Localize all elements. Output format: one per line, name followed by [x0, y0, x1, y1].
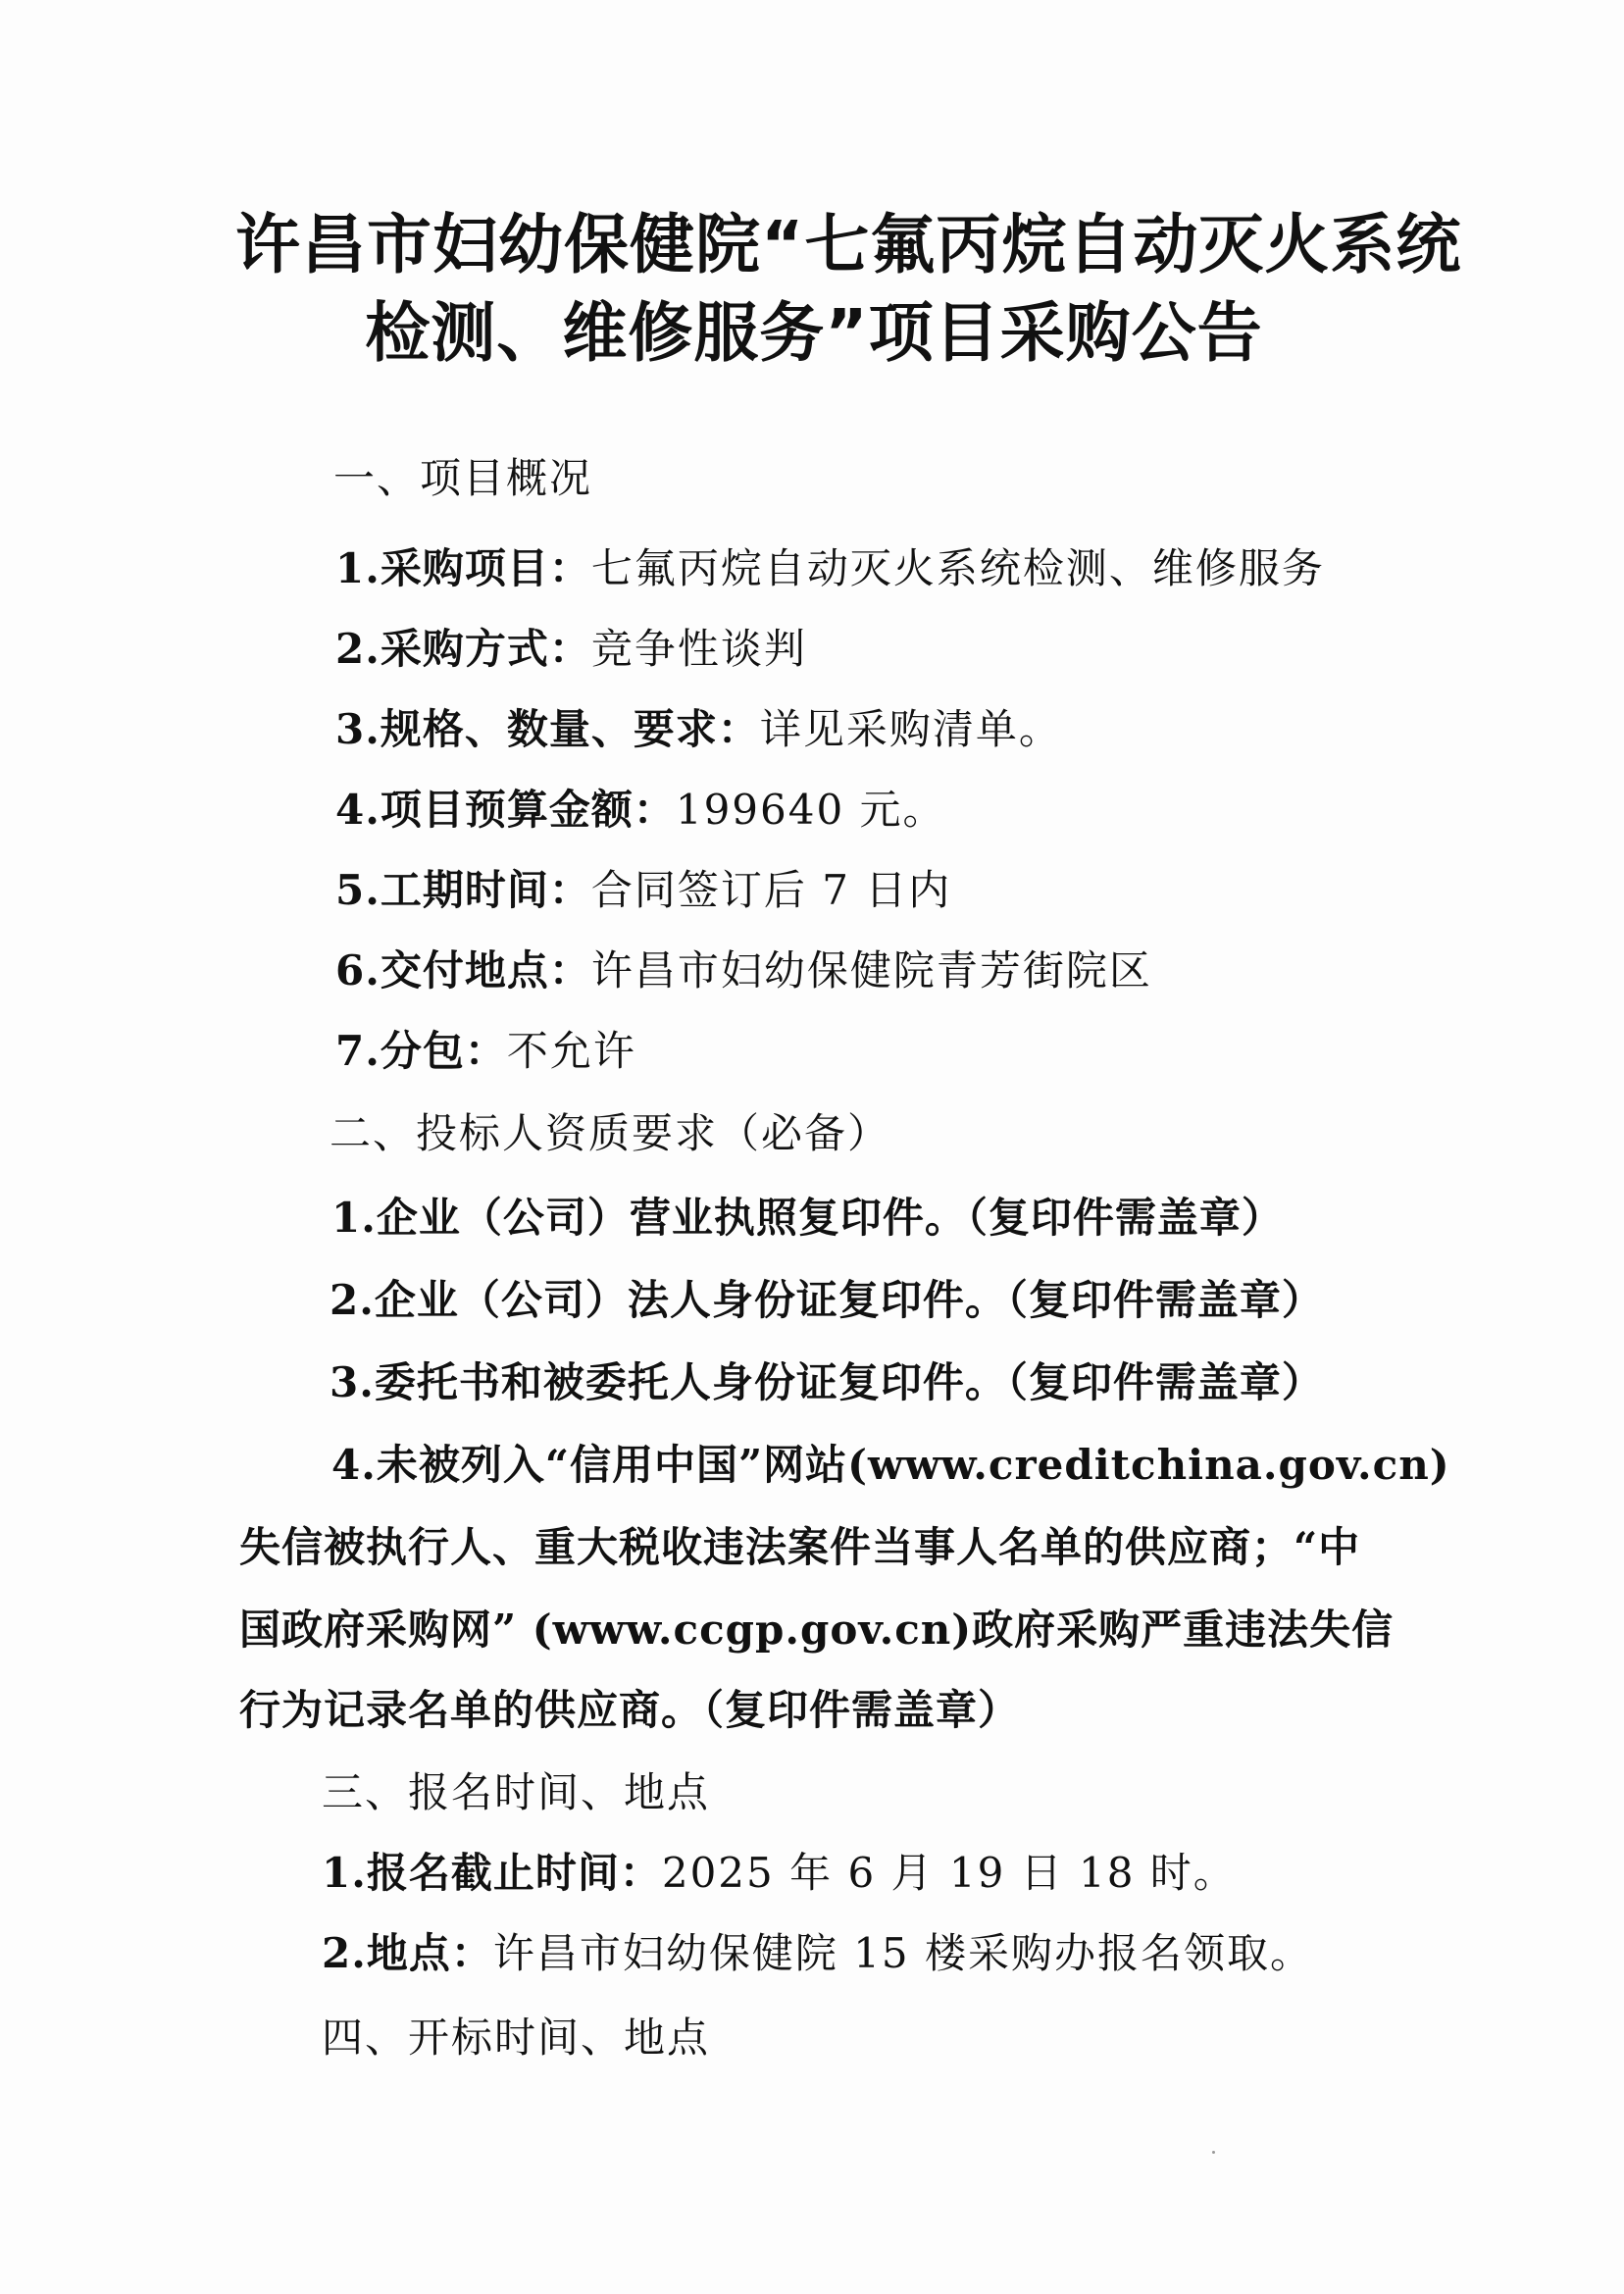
registration-value: 许昌市妇幼保健院 15 楼采购办报名领取。: [492, 1929, 1314, 1977]
registration-label: 1.报名截止时间：: [322, 1849, 662, 1897]
overview-label: 5.工期时间：: [335, 866, 591, 914]
overview-value: 不允许: [506, 1027, 636, 1075]
registration-value: 2025 年 6 月 19 日 18 时。: [661, 1849, 1237, 1897]
section-heading-qualifications: 二、投标人资质要求（必备）: [330, 1109, 891, 1157]
overview-item: [335, 945, 1152, 996]
qualification-4-line-1: 4.未被列入“信用中国”网站(www.creditchina.gov.cn): [331, 1441, 1450, 1489]
section-heading-bid-opening: 四、开标时间、地点: [322, 2014, 711, 2062]
overview-item: [335, 865, 951, 916]
registration-label: 2.地点：: [322, 1929, 493, 1977]
qualification-4-line-4: 行为记录名单的供应商。（复印件需盖章）: [239, 1686, 1021, 1734]
overview-item: [335, 704, 1062, 755]
overview-item: [335, 785, 946, 836]
section-heading-overview: 一、项目概况: [333, 454, 593, 502]
overview-label: 2.采购方式：: [335, 625, 591, 673]
registration-item: [322, 1928, 1313, 1979]
overview-item: [335, 1026, 636, 1077]
qualification-4-line-2: 失信被执行人、重大税收违法案件当事人名单的供应商；“中: [239, 1523, 1361, 1571]
overview-value: 七氟丙烷自动灭火系统检测、维修服务: [590, 544, 1325, 592]
document-title-line-1: 许昌市妇幼保健院“七氟丙烷自动灭火系统: [235, 207, 1462, 282]
overview-item: [335, 543, 1325, 594]
section-heading-registration: 三、报名时间、地点: [322, 1768, 711, 1816]
overview-value: 竞争性谈判: [590, 625, 807, 673]
overview-value: 199640 元。: [675, 786, 946, 834]
overview-item: [335, 624, 807, 675]
overview-label: 4.项目预算金额：: [335, 786, 676, 834]
qualification-item: 2.企业（公司）法人身份证复印件。（复印件需盖章）: [330, 1276, 1324, 1324]
overview-label: 7.分包：: [335, 1027, 507, 1075]
registration-item: [322, 1848, 1237, 1899]
overview-label: 1.采购项目：: [335, 544, 591, 592]
overview-value: 许昌市妇幼保健院青芳街院区: [590, 946, 1152, 994]
overview-value: 合同签订后 7 日内: [590, 866, 952, 914]
document-title-line-2: 检测、维修服务”项目采购公告: [365, 295, 1263, 371]
scan-speck: [1212, 2151, 1215, 2154]
overview-value: 详见采购清单。: [759, 705, 1062, 753]
qualification-4-line-3: 国政府采购网” (www.ccgp.gov.cn)政府采购严重违法失信: [239, 1606, 1395, 1654]
qualification-item: 1.企业（公司）营业执照复印件。（复印件需盖章）: [331, 1194, 1284, 1242]
overview-label: 3.规格、数量、要求：: [335, 705, 760, 753]
overview-label: 6.交付地点：: [335, 946, 591, 994]
qualification-item: 3.委托书和被委托人身份证复印件。（复印件需盖章）: [330, 1358, 1324, 1406]
